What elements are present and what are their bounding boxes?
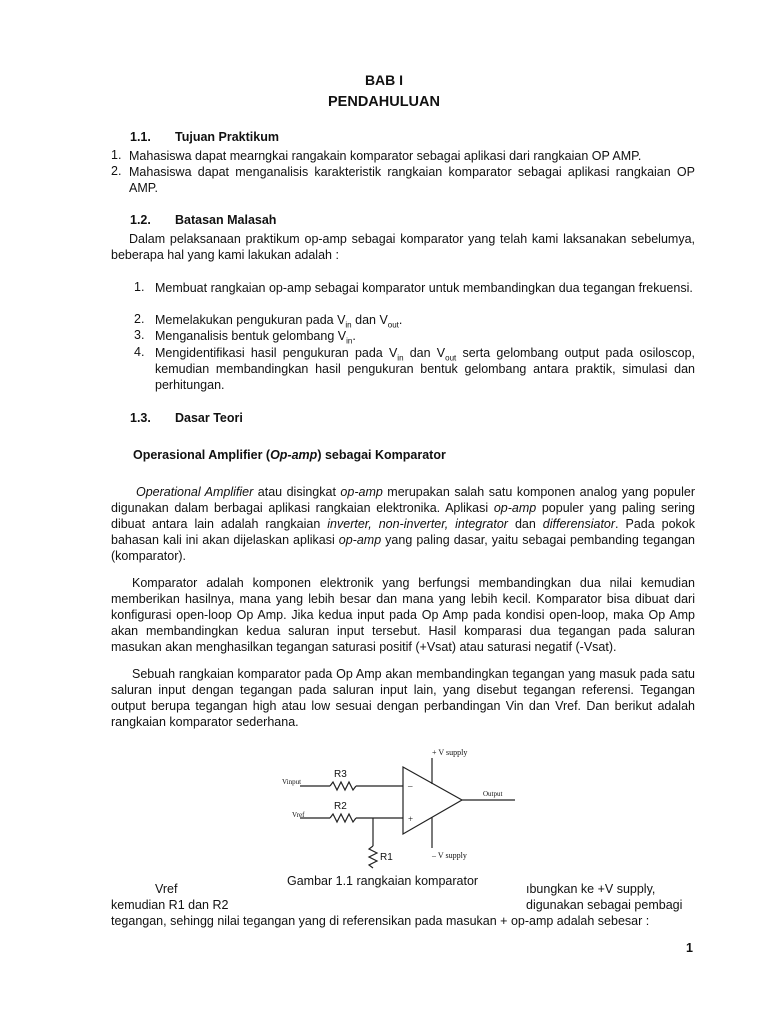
list-item: Mahasiswa dapat menganalisis karakteristik rangkaian komparator sebagai aplikasi rangkaian OP AMP. <box>129 165 695 195</box>
section-number-1-2: 1.2. <box>130 213 151 227</box>
subheading: Operasional Amplifier (Op-amp) sebagai Komparator <box>133 448 446 462</box>
minus-terminal: – <box>408 781 413 791</box>
list-number: 3. <box>134 328 145 342</box>
comparator-circuit-diagram <box>270 740 530 880</box>
text-fragment: Vref <box>155 882 178 896</box>
output-label: Output <box>483 790 503 798</box>
list-number: 2. <box>111 164 122 178</box>
list-item: Membuat rangkaian op-amp sebagai komparator untuk membandingkan dua tegangan frekuensi. <box>155 281 693 295</box>
section-number-1-1: 1.1. <box>130 130 151 144</box>
list-number: 1. <box>111 148 122 162</box>
figure-caption: Gambar 1.1 rangkaian komparator <box>287 874 479 888</box>
text-fragment: kemudian R1 dan R2 <box>111 898 229 912</box>
section-title-batasan: Batasan Malasah <box>175 213 277 227</box>
paragraph: Sebuah rangkaian komparator pada Op Amp akan membandingkan tegangan yang masuk pada satu saluran input dengan tegangan pada saluran input lain, yang disebut tegangan referensi. Tegangan output berupa tegangan high atau low sesuai dengan perbandingan Vin dan Vref. Dan berikut adalah rangkaian komparator sederhana. <box>111 667 695 729</box>
chapter-label: BAB I <box>364 72 404 88</box>
resistor-r1 <box>369 846 377 868</box>
vref-label: Vref <box>292 811 305 819</box>
paragraph: Dalam pelaksanaan praktikum op-amp sebagai komparator yang telah kami laksanakan sebelumya, beberapa hal yang kami lakukan adalah : <box>111 232 695 262</box>
resistor-r3 <box>330 782 356 790</box>
r3-label: R3 <box>334 769 347 780</box>
paragraph: Operational Amplifier atau disingkat op-amp merupakan salah satu komponen analog yang populer digunakan dalam berbagai aplikasi rangkaian elektronika. Aplikasi op-amp populer yang paling sering dibuat antara lain adalah rangkaian inverter, non-inverter, integrator dan differensiator. Pada pokok bahasan kali ini akan dijelaskan aplikasi op-amp yang paling dasar, yaitu sebagai pembanding tegangan (komparator). <box>111 485 696 563</box>
text-fragment: ıbungkan ke +V supply, <box>526 882 656 896</box>
resistor-r2 <box>330 814 356 822</box>
list-item: Memelakukan pengukuran pada $V_{in}$ dan $V_{out}$. <box>155 313 403 330</box>
r1-label: R1 <box>380 852 393 863</box>
vinput-label: Vinput <box>282 778 302 786</box>
page-number: 1 <box>686 941 693 955</box>
chapter-title: PENDAHULUAN <box>328 94 440 110</box>
text-fragment: digunakan sebagai pembagi <box>526 898 683 912</box>
section-title-dasar-teori: Dasar Teori <box>175 411 243 425</box>
list-item: Mengidentifikasi hasil pengukuran pada $V_{in}$ dan $V_{out}$ serta gelombang output pada osiloscop, kemudian membandingkan hasil pengukuran bentuk gelombang antara praktik, simulasi dan perhitungan. <box>155 346 696 392</box>
list-item: Menganalisis bentuk gelombang $V_{in}$. <box>155 329 356 346</box>
vsupply-neg-label: – V supply <box>432 851 467 860</box>
list-item: Mahasiswa dapat mearngkai rangakain komparator sebagai aplikasi dari rangkaian OP AMP. <box>129 149 642 163</box>
section-title-tujuan: Tujuan Praktikum <box>175 130 279 144</box>
section-number-1-3: 1.3. <box>130 411 151 425</box>
paragraph: Komparator adalah komponen elektronik yang berfungsi membandingkan dua nilai kemudian memberikan hasilnya, mana yang lebih besar dan mana yang lebih kecil. Komparator bisa dibuat dari konfigurasi open-loop Op Amp. Jika kedua input pada Op Amp pada kondisi open-loop, maka Op Amp akan membandingkan kedua saluran input tersebut. Hasil komparasi dua tegangan pada saluran masukan akan menghasilkan tegangan saturasi positif (+Vsat) atau saturasi negatif (-Vsat). <box>111 576 695 654</box>
r2-label: R2 <box>334 801 347 812</box>
list-number: 4. <box>134 345 145 359</box>
list-number: 1. <box>134 280 145 294</box>
text-line: tegangan, sehingg nilai tegangan yang di referensikan pada masukan + op-amp adalah sebesar : <box>111 914 650 928</box>
plus-terminal: + <box>408 814 414 824</box>
vsupply-pos-label: + V supply <box>432 748 468 757</box>
list-number: 2. <box>134 312 145 326</box>
